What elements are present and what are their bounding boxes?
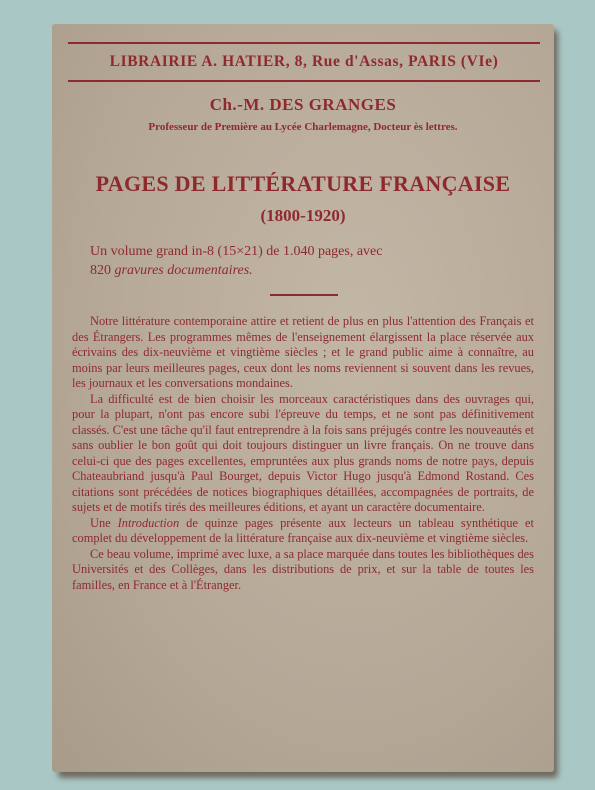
book-years: (1800-1920) <box>260 206 346 225</box>
book-title: PAGES DE LITTÉRATURE FRANÇAISE <box>95 171 511 196</box>
volume-line: Un volume grand in-8 (15×21) de 1.040 pages, avec <box>90 244 383 259</box>
publisher-banner <box>68 42 540 82</box>
paragraph-1: Notre littérature contemporaine attire et retient de plus en plus l'attention des Français et des Étrangers. Les programmes mêmes de l'enseignement élargissent la place réservée aux écrivains des dix-neuvième et vingtième siècles ; et le grand public aime à connaître, au moins par leurs meilleures pages, ceux dont les noms reviennent si souvent dans les revues, les journaux et les conversations mondaines. <box>72 314 534 390</box>
author-title: Professeur de Première au Lycée Charlemagne, Docteur ès lettres. <box>148 121 458 133</box>
description-body <box>72 314 534 593</box>
author-name: Ch.-M. DES GRANGES <box>209 95 397 114</box>
paragraph-4: Ce beau volume, imprimé avec luxe, a sa place marquée dans toutes les bibliothèques des Universités et des Collèges, dans les distributions de prix, et sur la table de toutes les familles, en France et à l'Étranger. <box>72 546 534 592</box>
volume-illustrations: gravures documentaires. <box>111 263 253 278</box>
paragraph-3-text: de quinze pages présente aux lecteurs un tableau synthétique et complet du développement de la littérature française aux dix-neuvième et vingtième siècles. <box>72 515 535 545</box>
divider-rule <box>270 294 338 296</box>
paragraph-3 <box>72 516 534 547</box>
paragraph-2: La difficulté est de bien choisir les morceaux caractéristiques dans des ouvrages qui, pour la plupart, n'ont pas encore subi l'épreuve du temps, et ne sont pas définitivement classés. C'est une tâche qu'il faut entreprendre à la fois sans préjugés contre les nouveautés et sans oublier le bon goût qui doit toujours distinguer un livre français. On ne trouve dans celui-ci que des pages excellentes, empruntées aux plus grands noms de notre pays, depuis Chateaubriand jusqu'à Paul Bourget, depuis Victor Hugo jusqu'à Edmond Rostand. Ces citations sont précédées de notices biographiques détaillées, accompagnées de portraits, de sujets et de motifs tirés des meilleures éditions, et ayant un caractère documentaire. <box>72 391 534 514</box>
paragraph-3-lead: Une <box>90 515 118 530</box>
book-back-cover <box>52 24 554 772</box>
volume-description <box>90 242 530 280</box>
introduction-word: Introduction <box>117 515 180 530</box>
publisher-address: LIBRAIRIE A. HATIER, 8, Rue d'Assas, PARIS (VIe) <box>109 53 499 70</box>
volume-count: 820 <box>90 263 111 278</box>
